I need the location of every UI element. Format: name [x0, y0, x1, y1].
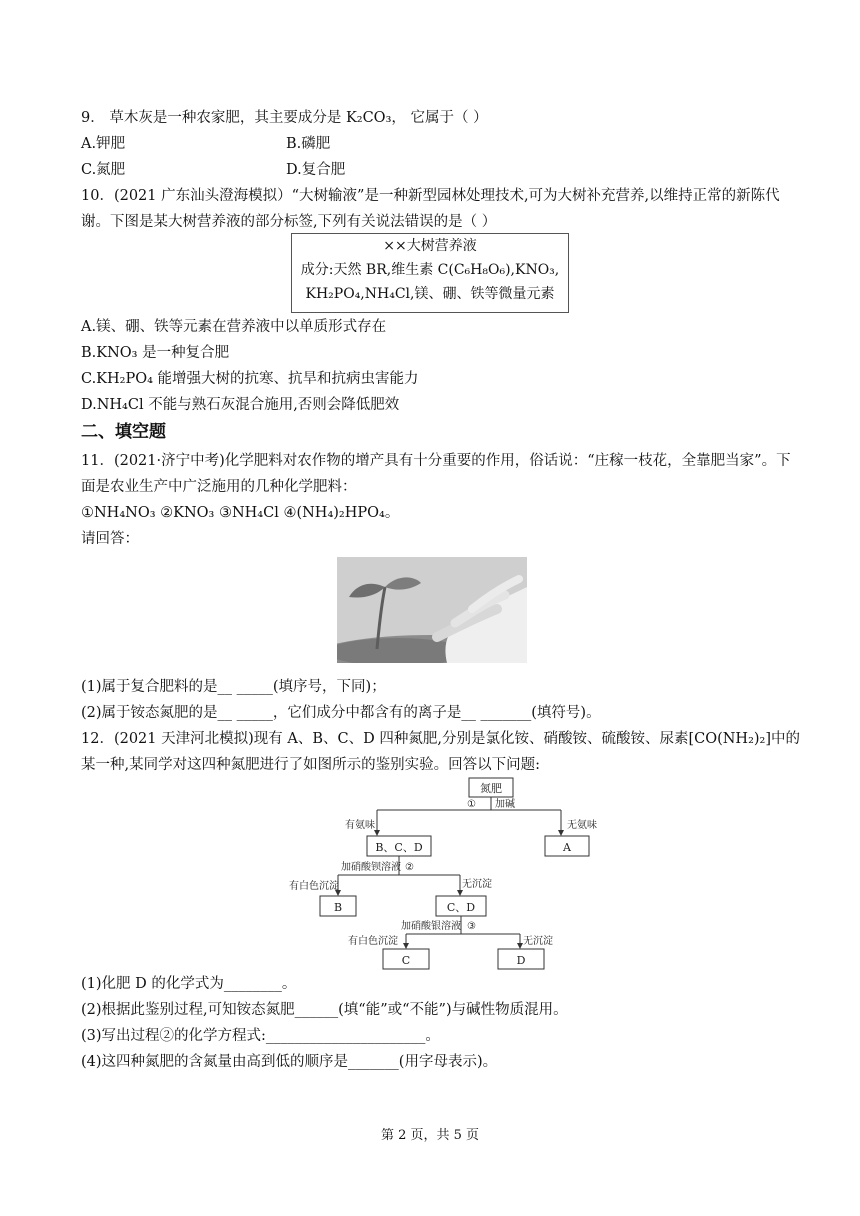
q12-sub4: (4)这四种氮肥的含氮量由高到低的顺序是_______(用字母表示)。 [81, 1054, 498, 1070]
q12-sub3: (3)写出过程②的化学方程式:______________________。 [81, 1028, 440, 1044]
q12-stem-line2: 某一种,某同学对这四种氮肥进行了如图所示的鉴别实验。回答以下问题: [81, 757, 540, 773]
flow-label-no-ppt-2: 无沉淀 [523, 936, 553, 947]
q9-stem: 9． 草木灰是一种农家肥，其主要成分是 K₂CO₃， 它属于（ ） [81, 110, 488, 126]
flow-label-step1-reagent: 加碱 [495, 799, 515, 810]
flow-label-root: 氮肥 [480, 782, 502, 795]
q10-option-c: C.KH₂PO₄ 能增强大树的抗寒、抗旱和抗病虫害能力 [81, 371, 419, 387]
page-footer: 第 2 页，共 5 页 [380, 1128, 480, 1143]
flow-label-c: C [401, 954, 411, 967]
flow-label-step2-reagent: 加硝酸钡溶液 [341, 862, 401, 873]
q9-option-c: C.氮肥 [81, 162, 126, 178]
q12-sub2: (2)根据此鉴别过程,可知铵态氮肥______(填“能”或“不能”)与碱性物质混用。 [81, 1002, 568, 1018]
q10-option-b: B.KNO₃ 是一种复合肥 [81, 345, 230, 361]
identification-flowchart [0, 774, 860, 974]
q12-sub1: (1)化肥 D 的化学式为________。 [81, 976, 297, 992]
flow-label-step3-reagent: 加硝酸银溶液 [401, 921, 461, 932]
flow-label-white-ppt-2: 有白色沉淀 [348, 936, 398, 947]
flow-label-smell: 有氨味 [345, 820, 375, 831]
q10-option-a: A.镁、硼、铁等元素在营养液中以单质形式存在 [81, 319, 387, 335]
section-heading-fill-in: 二、填空题 [81, 422, 166, 442]
flow-label-no-ppt-1: 无沉淀 [462, 879, 492, 890]
q11-stem-line1: 11．(2021·济宁中考)化学肥料对农作物的增产具有十分重要的作用，俗话说：“庄稼一枝花，全靠肥当家”。下 [81, 453, 791, 469]
q11-fertilizer-list: ①NH₄NO₃ ②KNO₃ ③NH₄Cl ④(NH₄)₂HPO₄。 [81, 505, 400, 521]
flow-label-step2: ② [405, 862, 414, 873]
nutrient-label-title: ××大树营养液 [383, 238, 477, 254]
q10-stem-line1: 10．(2021 广东汕头澄海模拟）“大树输液”是一种新型园林处理技术,可为大树补充营养,以维持正常的新陈代 [81, 188, 780, 204]
nutrient-label-line2: KH₂PO₄,NH₄Cl,镁、硼、铁等微量元素 [305, 286, 555, 302]
q11-sub2: (2)属于铵态氮肥的是__ _____，它们成分中都含有的离子是__ _______(填符号)。 [81, 705, 601, 721]
q10-option-d: D.NH₄Cl 不能与熟石灰混合施用,否则会降低肥效 [81, 397, 400, 413]
q9-option-b: B.磷肥 [286, 136, 331, 152]
flow-label-d: D [516, 954, 526, 967]
seedling-hand-photo [337, 557, 527, 663]
flow-label-no-smell: 无氨味 [567, 820, 597, 831]
q10-stem-line2: 谢。下图是某大树营养液的部分标签,下列有关说法错误的是（ ） [81, 214, 497, 230]
q9-option-a: A.钾肥 [81, 136, 126, 152]
q11-prompt: 请回答： [81, 531, 139, 547]
nutrient-label-line1: 成分:天然 BR,维生素 C(C₆H₈O₆),KNO₃, [300, 262, 560, 278]
nutrient-label-box [291, 233, 569, 313]
flow-label-white-ppt-1: 有白色沉淀 [289, 881, 339, 892]
flow-label-step1: ① [467, 799, 476, 810]
flow-label-cd: C、D [446, 901, 476, 914]
seedling-hand-illustration [337, 557, 527, 663]
flow-label-a: A [563, 841, 571, 854]
flow-label-bcd: B、C、D [375, 841, 423, 854]
q11-sub1: (1)属于复合肥料的是__ _____(填序号，下同)； [81, 679, 386, 695]
q9-option-d: D.复合肥 [286, 162, 346, 178]
flow-label-step3: ③ [467, 921, 476, 932]
flow-label-b: B [333, 901, 343, 914]
q11-stem-line2: 面是农业生产中广泛施用的几种化学肥料： [81, 479, 357, 495]
q12-stem-line1: 12．(2021 天津河北模拟)现有 A、B、C、D 四种氮肥,分别是氯化铵、硝酸铵、硫酸铵、尿素[CO(NH₂)₂]中的 [81, 731, 801, 747]
